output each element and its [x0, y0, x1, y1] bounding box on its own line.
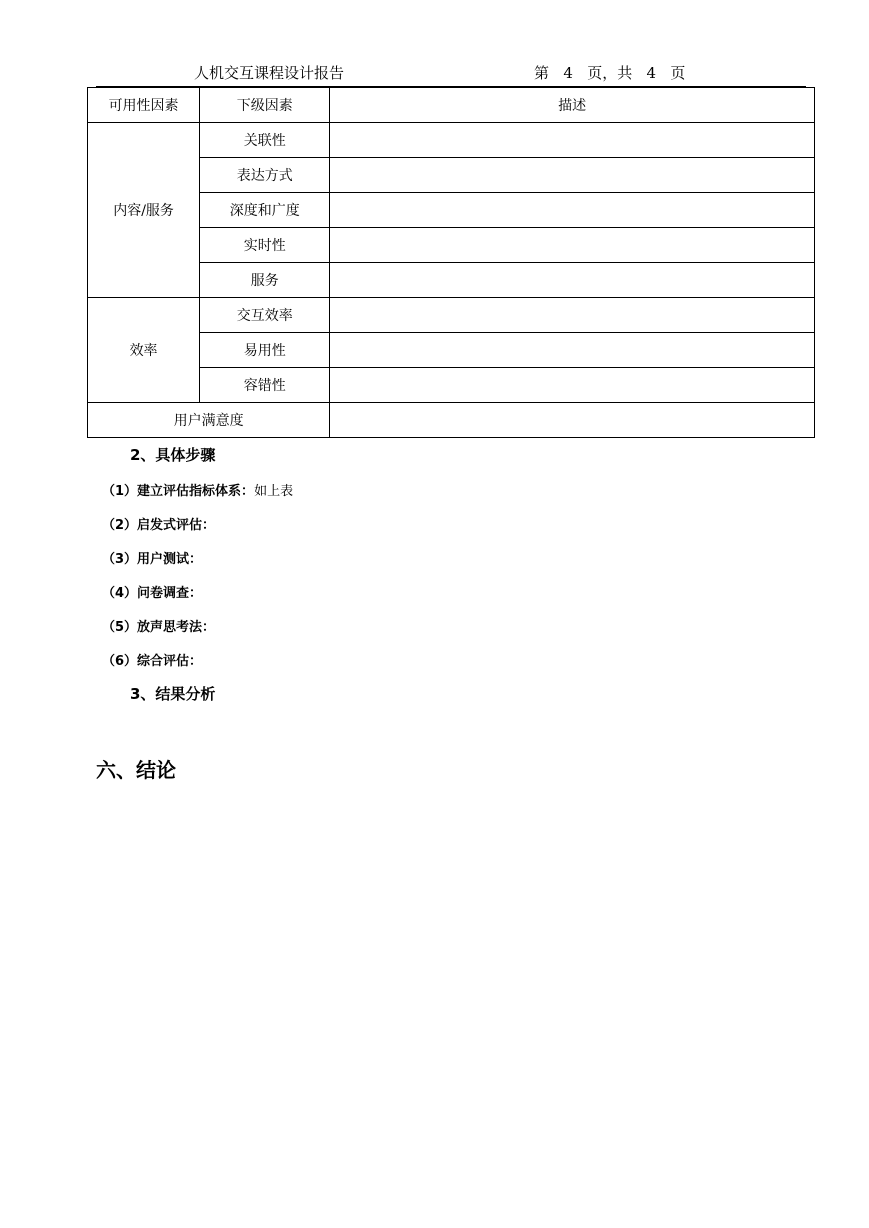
step-item	[102, 650, 202, 669]
table-row	[88, 298, 815, 333]
page-header	[96, 60, 806, 87]
step-number: （4）	[102, 586, 138, 601]
description-cell	[330, 193, 815, 228]
step-number: （2）	[102, 518, 138, 533]
description-cell	[330, 368, 815, 403]
section-heading-results: 3、结果分析	[130, 685, 216, 703]
step-item	[102, 548, 202, 567]
description-cell	[330, 333, 815, 368]
report-title: 人机交互课程设计报告	[194, 64, 345, 82]
header-sub-factor: 下级因素	[200, 88, 330, 123]
description-cell	[330, 298, 815, 333]
section-heading-steps: 2、具体步骤	[130, 446, 216, 464]
table-header-row	[88, 88, 815, 123]
subfactor-cell: 易用性	[200, 333, 330, 368]
step-number: （1）	[102, 484, 138, 499]
step-name: 综合评估：	[137, 654, 203, 669]
factor-user-satisfaction: 用户满意度	[88, 403, 330, 438]
total-page-number: 4	[646, 64, 657, 82]
description-cell	[330, 263, 815, 298]
step-name: 问卷调查：	[137, 586, 203, 601]
subfactor-cell: 容错性	[200, 368, 330, 403]
page-prefix: 第	[534, 64, 550, 82]
description-cell	[330, 228, 815, 263]
step-name: 建立评估指标体系：	[137, 484, 255, 499]
description-cell	[330, 403, 815, 438]
step-item	[102, 480, 293, 499]
subfactor-cell: 服务	[200, 263, 330, 298]
header-description: 描述	[330, 88, 815, 123]
step-name: 启发式评估：	[137, 518, 216, 533]
subfactor-cell: 关联性	[200, 123, 330, 158]
header-usability-factor: 可用性因素	[88, 88, 200, 123]
step-item	[102, 514, 215, 533]
step-item	[102, 582, 202, 601]
subfactor-cell: 表达方式	[200, 158, 330, 193]
page-mid-text: 页，共	[587, 64, 633, 82]
page-indicator	[534, 60, 685, 86]
step-number: （3）	[102, 552, 138, 567]
usability-evaluation-table	[87, 87, 815, 438]
subfactor-cell: 深度和广度	[200, 193, 330, 228]
step-note: 如上表	[254, 484, 294, 499]
section-heading-conclusion: 六、结论	[96, 758, 176, 782]
factor-content-service: 内容/服务	[88, 123, 200, 298]
table-row	[88, 403, 815, 438]
page-suffix: 页	[670, 64, 686, 82]
factor-efficiency: 效率	[88, 298, 200, 403]
step-name: 放声思考法：	[137, 620, 216, 635]
description-cell	[330, 123, 815, 158]
subfactor-cell: 交互效率	[200, 298, 330, 333]
table-row	[88, 123, 815, 158]
step-item	[102, 616, 215, 635]
description-cell	[330, 158, 815, 193]
step-number: （6）	[102, 654, 138, 669]
step-number: （5）	[102, 620, 138, 635]
subfactor-cell: 实时性	[200, 228, 330, 263]
current-page-number: 4	[563, 64, 573, 82]
step-name: 用户测试：	[137, 552, 203, 567]
